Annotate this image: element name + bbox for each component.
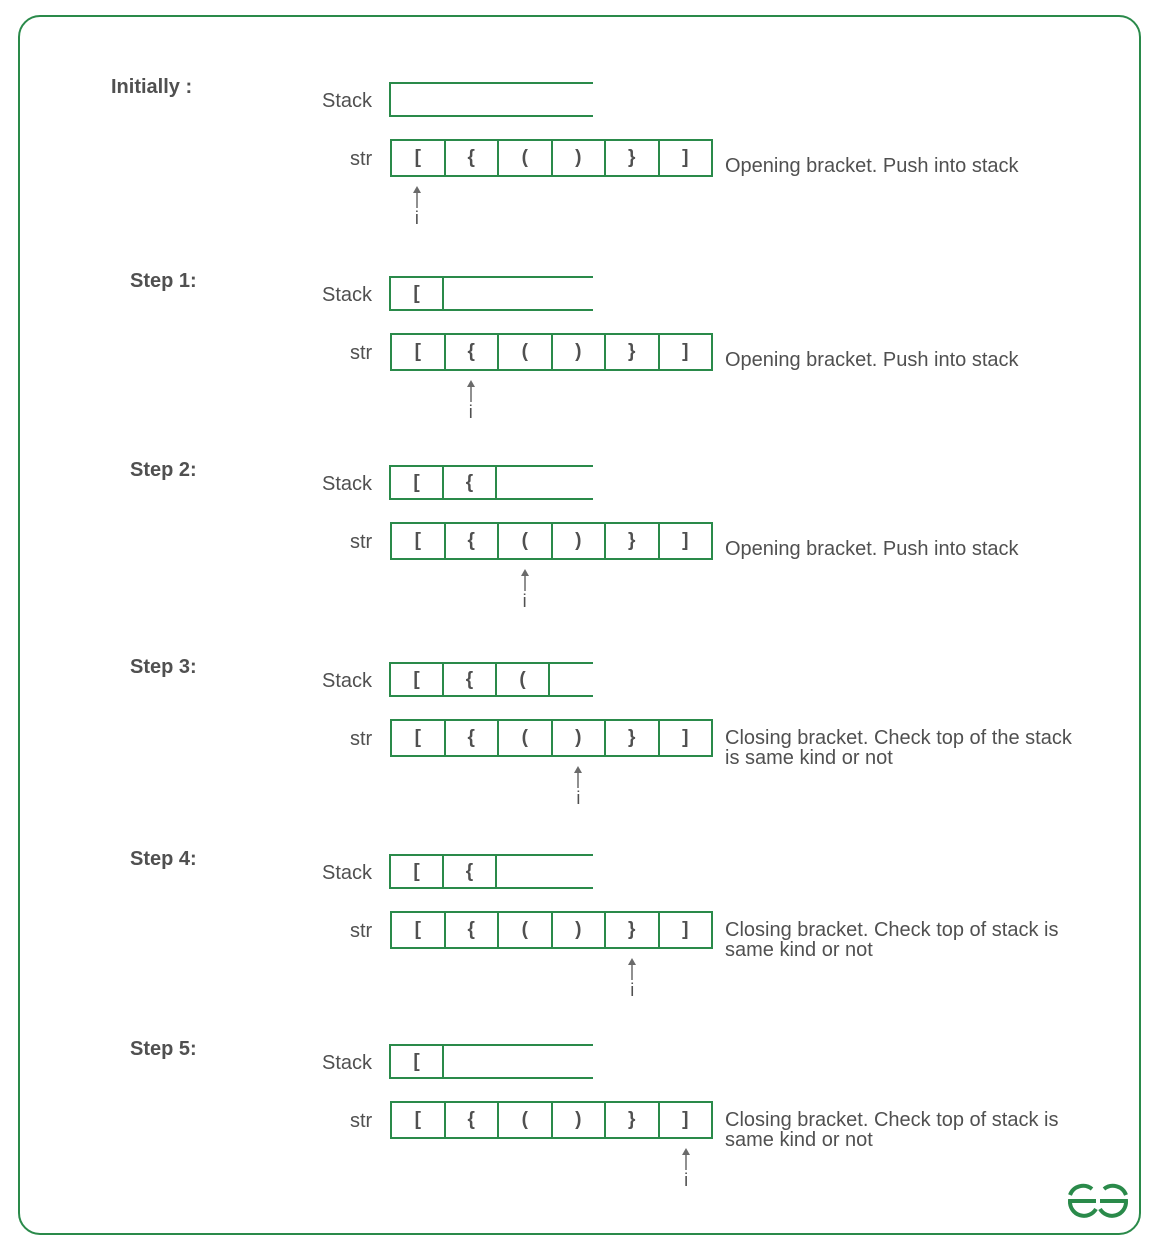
- step-title: Step 5:: [130, 1038, 197, 1060]
- pointer-i: [515, 567, 535, 613]
- stack-cell: {: [444, 664, 497, 695]
- str-cell: [: [392, 335, 446, 369]
- str-label: str: [350, 148, 373, 170]
- up-arrow-icon: [407, 184, 427, 210]
- str-cell: (: [499, 1103, 553, 1137]
- str-label: str: [350, 728, 373, 750]
- pointer-label: i: [468, 402, 473, 422]
- pointer-label: i: [576, 788, 581, 808]
- str-cell: (: [499, 524, 553, 558]
- step-title: Step 1:: [130, 270, 197, 292]
- str-cell: ): [553, 141, 607, 175]
- note-line: Opening bracket. Push into stack: [725, 349, 1019, 371]
- note-line: Closing bracket. Check top of stack is: [725, 1109, 1059, 1131]
- geeksforgeeks-logo-icon: [1066, 1183, 1130, 1219]
- str-cell: }: [606, 721, 660, 755]
- str-cell: [: [392, 913, 446, 947]
- note-line: Opening bracket. Push into stack: [725, 538, 1019, 560]
- stack-label: Stack: [322, 473, 373, 495]
- str-cell: }: [606, 524, 660, 558]
- str-cell: ]: [682, 1109, 689, 1130]
- str-cell: (: [499, 335, 553, 369]
- stack-box: [389, 465, 593, 500]
- stack-cell: [: [391, 467, 444, 498]
- up-arrow-icon: [461, 378, 481, 404]
- str-label: str: [350, 531, 373, 553]
- stack-label: Stack: [322, 284, 373, 306]
- str-cell: ]: [682, 919, 689, 940]
- str-label: str: [350, 920, 373, 942]
- step-group: [0, 262, 1161, 452]
- str-cell: ): [553, 524, 607, 558]
- stack-cell: [: [391, 278, 444, 309]
- str-cell: }: [606, 1103, 660, 1137]
- pointer-label: i: [522, 591, 527, 611]
- stack-label: Stack: [322, 862, 373, 884]
- up-arrow-icon: [676, 1146, 696, 1172]
- str-cell: ]: [682, 530, 689, 551]
- step-title: Step 2:: [130, 459, 197, 481]
- step-group: [0, 840, 1161, 1030]
- step-title: Step 4:: [130, 848, 197, 870]
- str-cell: ): [553, 335, 607, 369]
- str-cell: [: [392, 721, 446, 755]
- stack-cell: {: [444, 856, 497, 887]
- str-cell: ): [553, 913, 607, 947]
- str-cell: }: [606, 335, 660, 369]
- pointer-label: i: [414, 208, 419, 228]
- str-cell: ]: [682, 341, 689, 362]
- step-note: [725, 920, 1125, 960]
- str-cell: (: [499, 913, 553, 947]
- pointer-i: [407, 184, 427, 230]
- str-array: [390, 522, 713, 560]
- stack-cell: (: [497, 664, 550, 695]
- stack-label: Stack: [322, 670, 373, 692]
- str-cell: }: [606, 913, 660, 947]
- note-line: same kind or not: [725, 939, 873, 961]
- step-note: [725, 1110, 1125, 1150]
- stack-box: [389, 276, 593, 311]
- stack-cell: [: [391, 1046, 444, 1077]
- pointer-i: [461, 378, 481, 424]
- step-group: [0, 648, 1161, 838]
- str-cell: {: [446, 335, 500, 369]
- note-line: Opening bracket. Push into stack: [725, 155, 1019, 177]
- stack-box: [389, 82, 593, 117]
- step-group: [0, 451, 1161, 641]
- stack-cell: [: [391, 664, 444, 695]
- str-cell: {: [446, 141, 500, 175]
- str-array: [390, 333, 713, 371]
- up-arrow-icon: [568, 764, 588, 790]
- step-note: [725, 728, 1125, 768]
- str-array: [390, 139, 713, 177]
- str-label: str: [350, 342, 373, 364]
- note-line: is same kind or not: [725, 747, 893, 769]
- step-note: [725, 350, 1125, 370]
- str-cell: {: [446, 721, 500, 755]
- stack-cell: {: [444, 467, 497, 498]
- pointer-label: i: [684, 1170, 689, 1190]
- pointer-i: [622, 956, 642, 1002]
- up-arrow-icon: [622, 956, 642, 982]
- str-cell: (: [499, 141, 553, 175]
- str-cell: ): [553, 721, 607, 755]
- str-array: [390, 911, 713, 949]
- stack-label: Stack: [322, 90, 373, 112]
- pointer-label: i: [630, 980, 635, 1000]
- step-group: [0, 1030, 1161, 1220]
- stack-box: [389, 1044, 593, 1079]
- stack-label: Stack: [322, 1052, 373, 1074]
- str-cell: ]: [682, 147, 689, 168]
- note-line: same kind or not: [725, 1129, 873, 1151]
- step-title: Step 3:: [130, 656, 197, 678]
- note-line: Closing bracket. Check top of stack is: [725, 919, 1059, 941]
- str-array: [390, 1101, 713, 1139]
- str-cell: ]: [682, 727, 689, 748]
- step-note: [725, 539, 1125, 559]
- str-cell: }: [606, 141, 660, 175]
- str-cell: ): [553, 1103, 607, 1137]
- step-group: [0, 68, 1161, 258]
- step-note: [725, 156, 1125, 176]
- str-cell: [: [392, 141, 446, 175]
- note-line: Closing bracket. Check top of the stack: [725, 727, 1072, 749]
- pointer-i: [568, 764, 588, 810]
- str-cell: {: [446, 913, 500, 947]
- pointer-i: [676, 1146, 696, 1192]
- stack-cell: [: [391, 856, 444, 887]
- stack-box: [389, 854, 593, 889]
- up-arrow-icon: [515, 567, 535, 593]
- str-cell: {: [446, 524, 500, 558]
- step-title: Initially :: [111, 76, 193, 98]
- str-cell: [: [392, 524, 446, 558]
- str-array: [390, 719, 713, 757]
- str-cell: {: [446, 1103, 500, 1137]
- str-cell: [: [392, 1103, 446, 1137]
- str-label: str: [350, 1110, 373, 1132]
- str-cell: (: [499, 721, 553, 755]
- stack-box: [389, 662, 593, 697]
